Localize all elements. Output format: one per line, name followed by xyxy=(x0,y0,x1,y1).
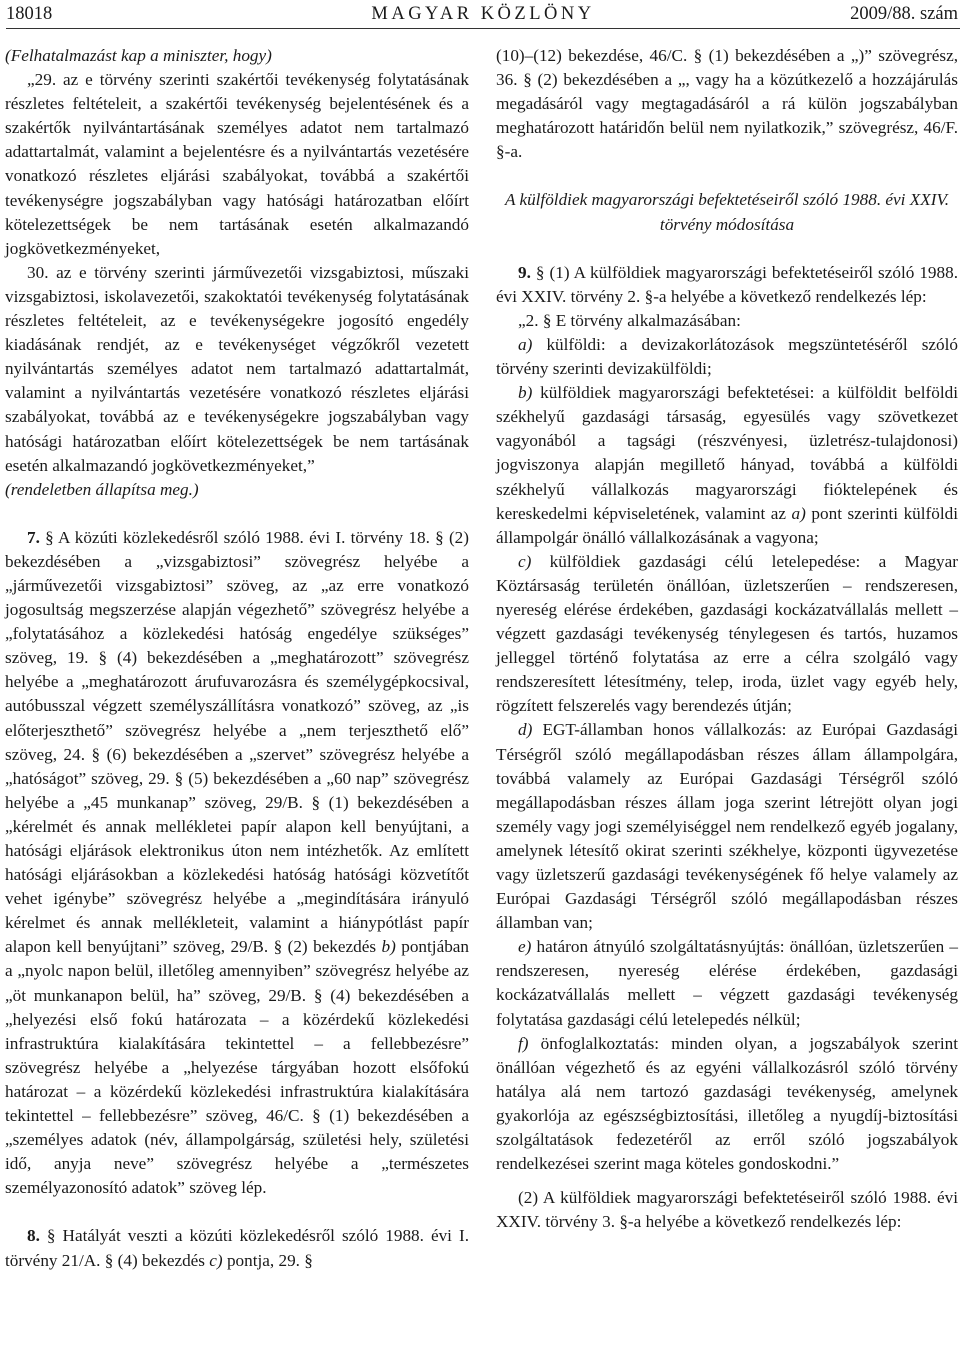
definition-f xyxy=(496,1032,958,1177)
definition-b-label: b) xyxy=(518,383,533,403)
definition-d xyxy=(496,718,958,935)
spacer xyxy=(496,237,958,261)
right-column xyxy=(496,44,958,1234)
definition-b-text-cont: pont szerinti külföldi állampolgár önálló vállalkozásának a vagyona; xyxy=(496,503,959,547)
section-7-point-b: b) xyxy=(381,937,396,957)
header-divider xyxy=(6,28,960,29)
definition-e-text: határon átnyúló szolgáltatásnyújtás: önállóan, üzletszerűen – rendszeresen, nyereség elérése érdekében, gazdasági kockázatvállalás mellett – végzett gazdasági tevékenység folytatása gazdasági célú letelepedés nélkül; xyxy=(496,937,958,1029)
definition-e-label: e) xyxy=(518,937,532,957)
page-number: 18018 xyxy=(6,4,53,24)
definition-f-text: önfoglalkoztatás: minden olyan, a jogszabályok szerint önállóan végezhető és az egyéni vállalkozásról szóló törvény hatálya alá nem tartozó gazdasági tevékenység, amelynek gyakorlója az egészségbiztosítási, illetőleg a nyugdíj-biztosítási szolgáltatások fedezetéről az erről szóló jogszabályok rendelkezései szerint maga köteles gondoskodni.” xyxy=(496,1033,958,1174)
definition-a xyxy=(496,333,958,381)
spacer xyxy=(496,1176,958,1186)
section-8-text-cont: pontja, 29. § xyxy=(226,1250,313,1270)
quote-opening: „2. § E törvény alkalmazásában: xyxy=(518,310,741,330)
definition-b-ref-a: a) xyxy=(791,503,806,523)
paragraph-2: (2) A külföldiek magyarországi befektetéseiről szóló 1988. évi XXIV. törvény 3. §-a helyébe a következő rendelkezés lép: xyxy=(496,1188,958,1232)
section-9-number: 9. xyxy=(518,262,531,282)
definition-a-text: külföldi: a devizakorlátozások megszüntetéséről szóló törvény szerinti devizakülföldi; xyxy=(496,334,959,379)
section-8 xyxy=(5,1224,469,1272)
definition-c-label: c) xyxy=(518,551,532,571)
continuation-text: (10)–(12) bekezdése, 46/C. § (1) bekezdésében a „)” szövegrész, 36. § (2) bekezdésében a „, vagy ha a közútkezelő a hozzájárulás megadásáról vagy megtagadásáról a rá külön jogszabályban meghatározott határidőn belül nem nyilatkozik,” szövegrész, 46/F. §-a. xyxy=(496,46,958,162)
decree-line: (rendeletben állapítsa meg.) xyxy=(5,479,199,499)
section-9-text: § (1) A külföldiek magyarországi befektetéseiről szóló 1988. évi XXIV. törvény 2. §-a helyébe a következő rendelkezés lép: xyxy=(496,262,958,306)
definition-e xyxy=(496,935,958,1031)
spacer xyxy=(5,502,469,526)
authorization-line: (Felhatalmazást kap a miniszter, hogy) xyxy=(5,46,272,65)
section-7-number: 7. xyxy=(27,527,40,547)
section-8-number: 8. xyxy=(27,1226,40,1246)
definition-c xyxy=(496,550,958,719)
paragraph-29: „29. az e törvény szerinti szakértői tevékenység folytatásának részletes feltételeit, a szakértői tevékenység bejelentésének és a szakértők nyilvántartásának személyes adatot nem tartalmazó adattartalmát, valamint a bejelentésre és a nyilvántartás vezetésére vonatkozó részletes eljárási szabályokat, továbbá a szakértői tevékenységre jogszabályban vagy hatósági határozatban előírt kötelezettségek be nem tartásának esetén alkalmazandó jogkövetkezményeket, xyxy=(5,70,469,258)
definition-d-label: d) xyxy=(518,720,533,740)
page-header xyxy=(6,2,960,26)
left-column xyxy=(5,44,469,1273)
section-7-text: § A közúti közlekedésről szóló 1988. évi I. törvény 18. § (2) bekezdésében a „vizsgabiztosi” szövegrész helyébe a „járművezetői vizsgabiztosi” szöveg, az „az erre vonatkozó jogosultság megszerzése alapján végezhető” szövegrész helyébe a „folytatásához a közlekedési hatóság engedélye szükséges” szöveg, 19. § (4) bekezdésében a „meghatározott” szövegrész helyébe a „meghatározott árufuvarozásra és személygépkocsival, autóbusszal végzett személyszállításra vonatkozó” szöveg, az „is előterjeszthető” szövegrész helyébe a „nem terjeszthető elő” szöveg, 24. § (6) bekezdésében a „szervet” szövegrész helyébe a „hatóságot” szöveg, 29. § (5) bekezdésében a „60 nap” szövegrész helyébe a „45 munkanap” szöveg, 29/B. § (1) bekezdésében a „kérelmét és annak mellékletei papír alapon kell benyújtani, a hatósági eljárások elektronikus úton nem intézhetők. Az említett hatósági eljárásokban a közlekedési hatóság hatósági közvetítőt vehet igénybe” szövegrész helyébe a „megindítására irányuló kérelmet és annak mellékleteit, valamint a hiánypótlást papír alapon kell benyújtani” szöveg, 29/B. § (2) bekezdés xyxy=(5,527,469,957)
definition-b xyxy=(496,381,958,550)
definition-a-label: a) xyxy=(518,334,533,354)
section-7-text-cont: pontjában a „nyolc napon belül, illetőleg amennyiben” szövegrész helyébe az „öt munkanapon belül, ha” szöveg, 29/B. § (4) bekezdésében a „helyezési első fokú határozata – a közérdekű közlekedési infrastruktúra kialakítására tekintettel – a fellebbezésre” szövegrész helyébe a „helyezése tárgyában hozott elsőfokú határozat – a közérdekű közlekedési infrastruktúra kialakítására tekintettel – fellebbezésre” szöveg, 46/C. § (1) bekezdésében a „személyes adatok (név, állampolgárság, születési hely, születési idő, anyja neve” szövegrész helyébe a „természetes személyazonosító adatok” szöveg lép. xyxy=(5,937,470,1198)
definition-c-text: külföldiek gazdasági célú letelepedése: a Magyar Köztársaság területén önállóan, üzletszerűen – rendszeresen, nyereség elérése érdekében, gazdasági kockázatvállalás mellett – végzett gazdasági tevékenység ténylegesen és tartós, huzamos jelleggel történő folytatása az erre a célra szolgáló vagy rendszeresített létesítmény, telep, iroda, üzlet vagy egyéb hely, rögzített felszerelés vagy berendezés útján; xyxy=(496,551,958,716)
journal-title: MAGYAR KÖZLÖNY xyxy=(371,4,595,24)
definition-f-label: f) xyxy=(518,1033,529,1053)
section-heading: A külföldiek magyarországi befektetéseiről szóló 1988. évi XXIV. törvény módosítása xyxy=(504,190,950,234)
section-7 xyxy=(5,526,469,1201)
section-8-point-c: c) xyxy=(209,1250,223,1270)
paragraph-30: 30. az e törvény szerinti járművezetői vizsgabiztosi, műszaki vizsgabiztosi, iskolavezetői, szakoktatói tevékenység folytatásának részletes feltételeit, az e tevékenységekre jogosító engedély kiadásának rendjét, az e tevékenységet végzőkről vezetett nyilvántartás személyes adatot nem tartalmazó adattartalmát, valamint a nyilvántartás vezetésére vonatkozó részletes eljárási szabályokat, továbbá az e tevékenységekre jogszabályban vagy hatósági határozatban előírt kötelezettségek be nem tartásának esetén alkalmazandó jogkövetkezményeket,” xyxy=(5,262,469,475)
definition-d-text: EGT-államban honos vállalkozás: az Európai Gazdasági Térségről szóló megállapodásban részes állam állampolgára, továbbá valamely az Európai Gazdasági Térségről szóló megállapodásban részes állam joga szerint létrejött olyan jogi személy vagy jogi személyiséggel nem rendelkező egyéb jogalany, amelynek létesítő okirat szerinti székhelye, központi ügyvezetése vagy üzletszerű gazdasági tevékenységének fő helye valamely az Európai Gazdasági Térségről szóló megállapodásban részes államban van; xyxy=(496,720,958,933)
section-9 xyxy=(496,261,958,309)
spacer xyxy=(5,1200,469,1224)
definition-b-text: külföldiek magyarországi befektetései: a külföldit belföldi székhelyű gazdasági társaság, egyesülés vagy szövetkezet vagyonából a tagsági (részvényesi, üzletrész-tulajdonosi) jogviszonya alapján megillető hányad, továbbá a külföldi székhelyű vállalkozás magyarországi fióktelepének és kereskedelmi képviseletének, valamint az xyxy=(496,383,959,523)
issue-number: 2009/88. szám xyxy=(850,4,958,24)
spacer xyxy=(496,164,958,188)
section-8-text: § Hatályát veszti a közúti közlekedésről szóló 1988. évi I. törvény 21/A. § (4) bekezdés xyxy=(5,1226,469,1270)
